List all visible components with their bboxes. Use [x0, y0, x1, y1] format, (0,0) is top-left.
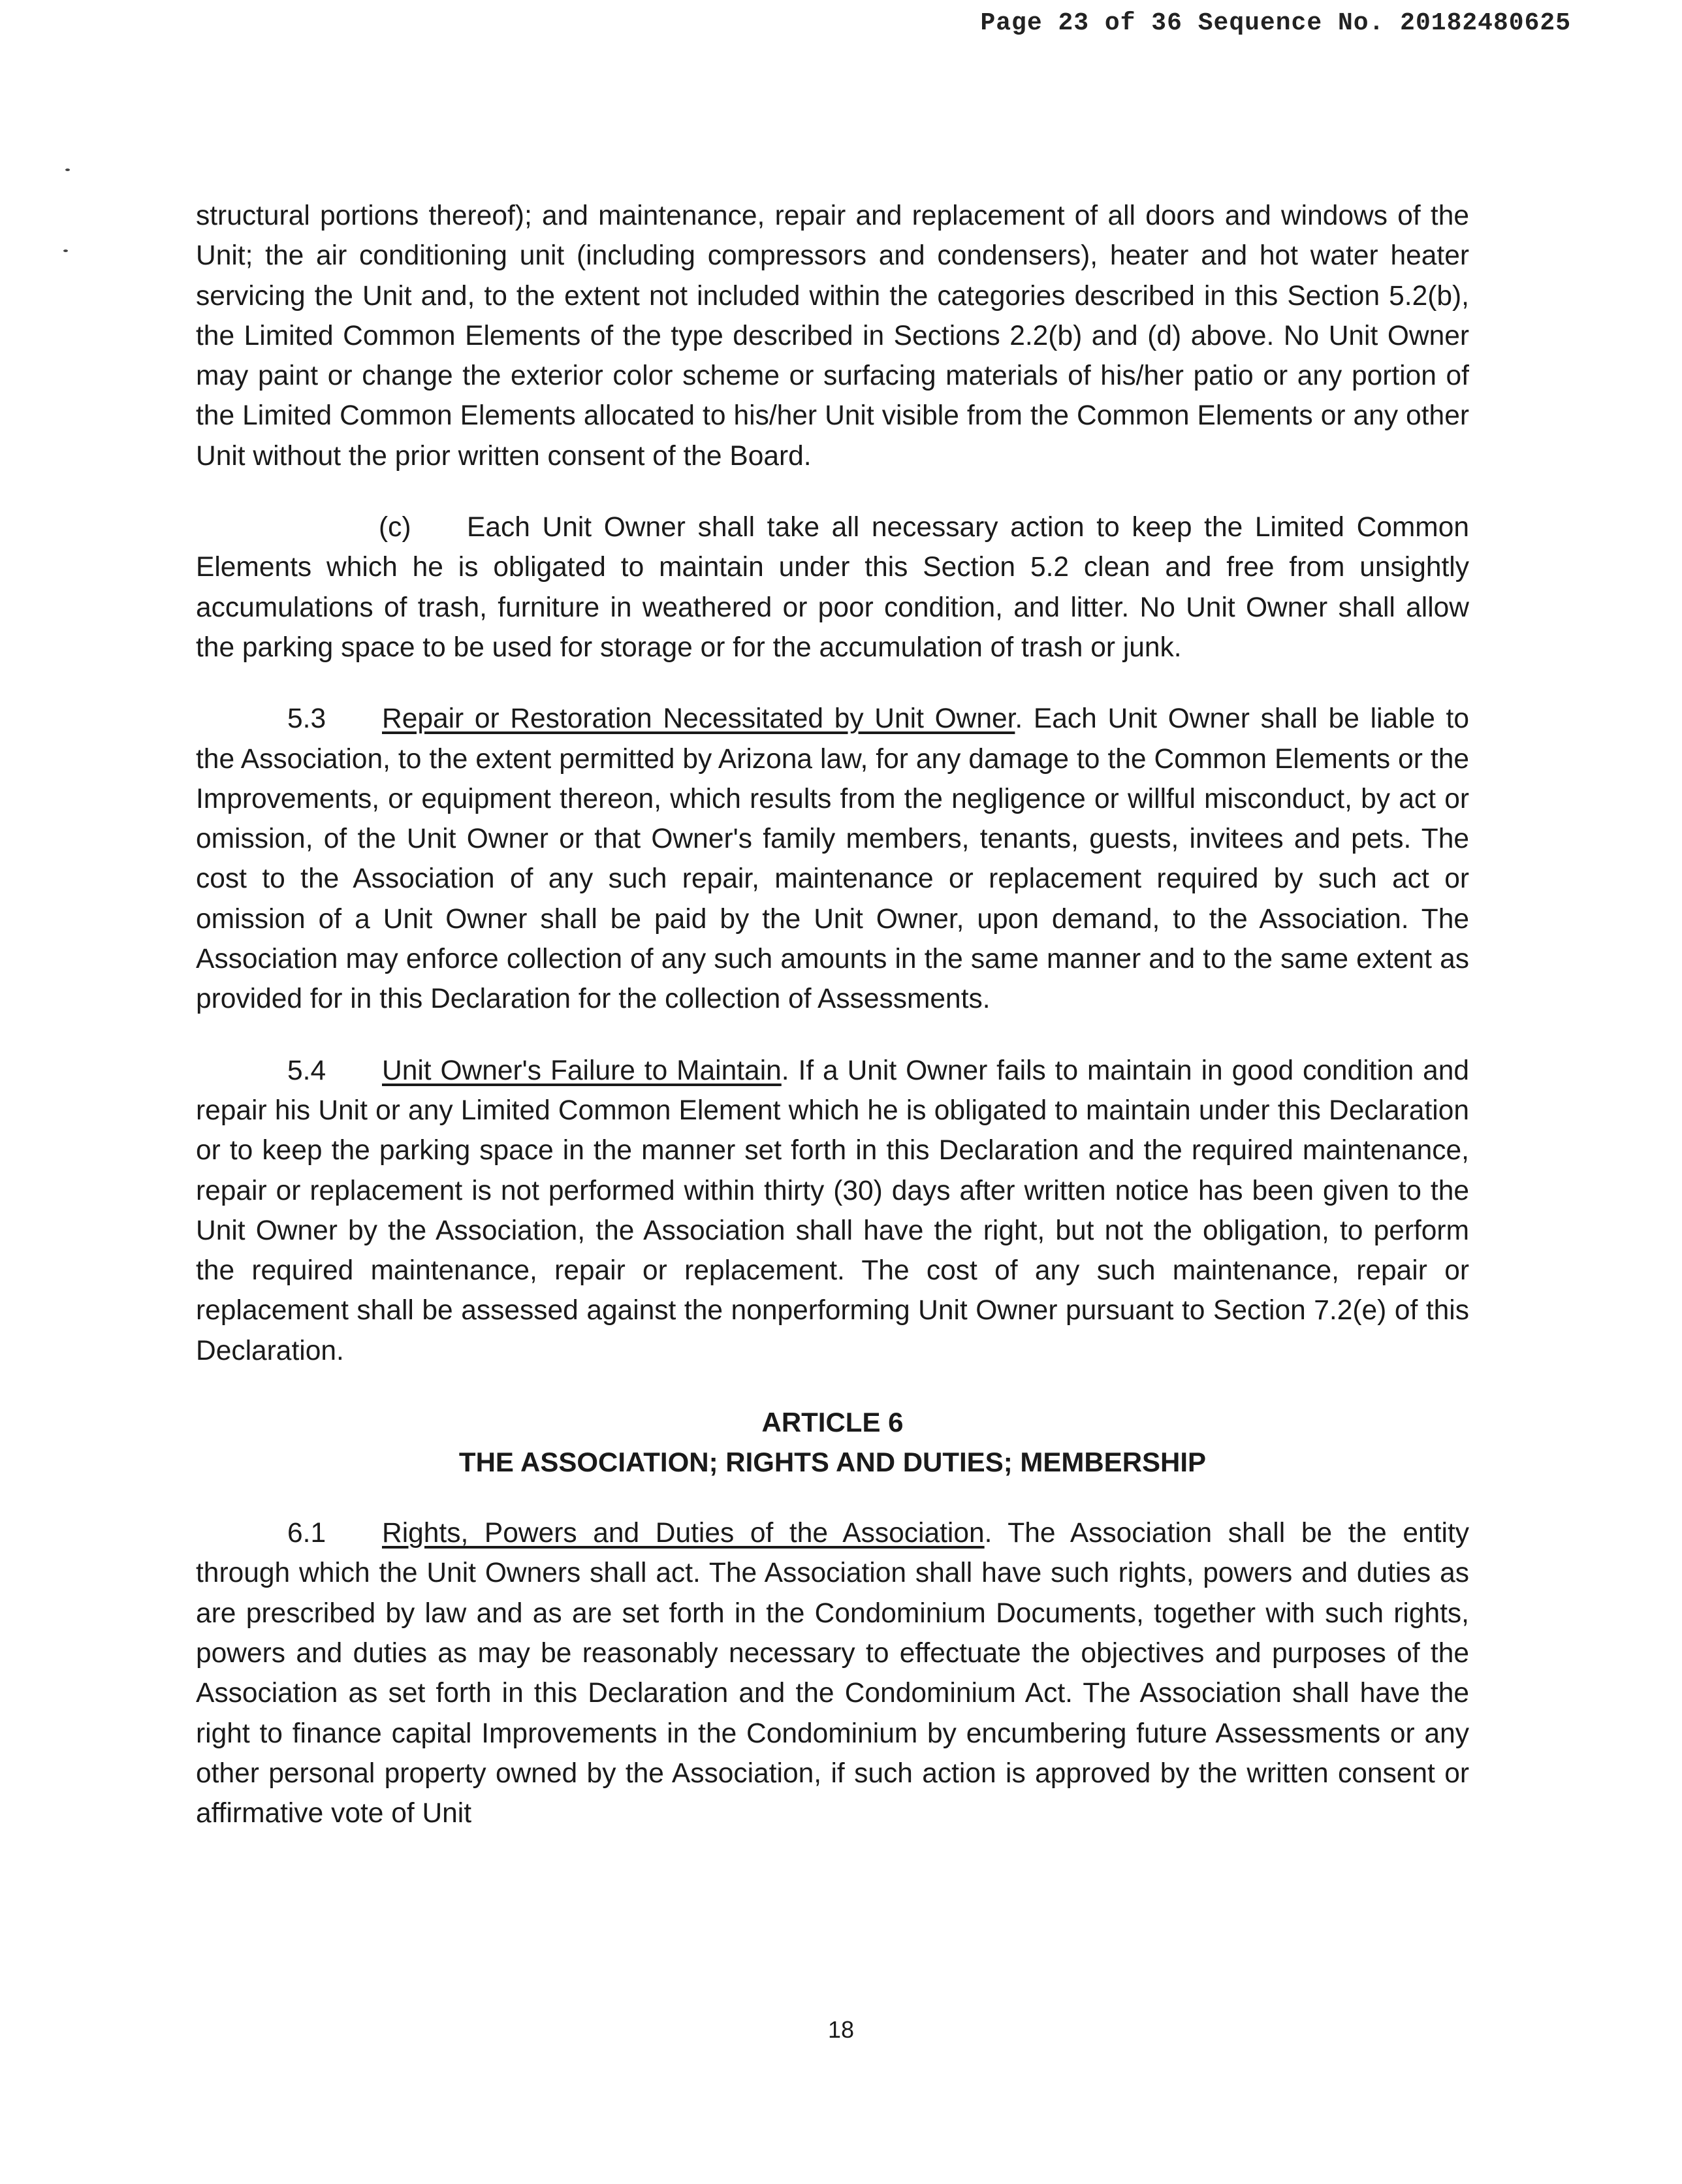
article-title: THE ASSOCIATION; RIGHTS AND DUTIES; MEMBERSHIP: [458, 1447, 1207, 1478]
document-body: [196, 196, 1469, 1833]
paragraph-text: Each Unit Owner shall take all necessary action to keep the Limited Common Elements which he is obligated to maintain under this Section 5.2 clean and free from unsightly accumulations of trash, furniture in weathered or poor condition, and litter. No Unit Owner shall allow the parking space to be used for storage or for the accumulation of trash or junk.: [196, 512, 1469, 663]
section-number: 5.3: [287, 703, 326, 735]
page-sequence-stamp: Page 23 of 36 Sequence No. 20182480625: [980, 9, 1571, 37]
article-heading: [196, 1402, 1469, 1482]
section-title: Repair or Restoration Necessitated by Unit Owner: [382, 703, 1015, 735]
section-text: . The Association shall be the entity through which the Unit Owners shall act. The Association shall have such rights, powers and duties as are prescribed by law and as are set forth in the Condominium Documents, together with such rights, powers and duties as may be reasonably necessary to effectuate the objectives and purposes of the Association as set forth in this Declaration and the Condominium Act. The Association shall have the right to finance capital Improvements in the Condominium by encumbering future Assessments or any other personal property owned by the Association, if such action is approved by the written consent or affirmative vote of Unit: [196, 1518, 1469, 1829]
paragraph-continuation: structural portions thereof); and maintenance, repair and replacement of all doors and windows of the Unit; the air conditioning unit (including compressors and condensers), heater and hot water heater servicing the Unit and, to the extent not included within the categories described in this Section 5.2(b), the Limited Common Elements of the type described in Sections 2.2(b) and (d) above. No Unit Owner may paint or change the exterior color scheme or surfacing materials of his/her patio or any portion of the Limited Common Elements allocated to his/her Unit visible from the Common Elements or any other Unit without the prior written consent of the Board.: [196, 201, 1469, 472]
section-text: . If a Unit Owner fails to maintain in good condition and repair his Unit or any Limited Common Element which he is obligated to maintain under this Declaration or to keep the parking space in the manner set forth in this Declaration and the required maintenance, repair or replacement is not performed within thirty (30) days after written notice has been given to the Unit Owner by the Association, the Association shall have the right, but not the obligation, to perform the required maintenance, repair or replacement. The cost of any such maintenance, repair or replacement shall be assessed against the nonperforming Unit Owner pursuant to Section 7.2(e) of this Declaration.: [196, 1055, 1469, 1366]
paragraph-c: [196, 507, 1469, 667]
scan-speck: [65, 169, 70, 171]
section-title: Unit Owner's Failure to Maintain: [382, 1055, 782, 1086]
section-5-4: [196, 1051, 1469, 1371]
page-number: 18: [827, 2016, 855, 2043]
section-title: Rights, Powers and Duties of the Association: [382, 1518, 985, 1549]
section-number: 6.1: [287, 1518, 326, 1549]
scan-speck: [63, 249, 68, 252]
section-text: . Each Unit Owner shall be liable to the Association, to the extent permitted by Arizona law, for any damage to the Common Elements or the Improvements, or equipment thereon, which results from the negligence or willful misconduct, by act or omission, of the Unit Owner or that Owner's family members, tenants, guests, invitees and pets. The cost to the Association of any such repair, maintenance or replacement required by such act or omission of a Unit Owner shall be paid by the Unit Owner, upon demand, to the Association. The Association may enforce collection of any such amounts in the same manner and to the same extent as provided for in this Declaration for the collection of Assessments.: [196, 703, 1469, 1015]
section-number: 5.4: [287, 1055, 326, 1086]
article-number: ARTICLE 6: [761, 1407, 904, 1438]
section-6-1: [196, 1513, 1469, 1833]
section-5-3: [196, 699, 1469, 1019]
subsection-label: (c): [379, 512, 411, 543]
